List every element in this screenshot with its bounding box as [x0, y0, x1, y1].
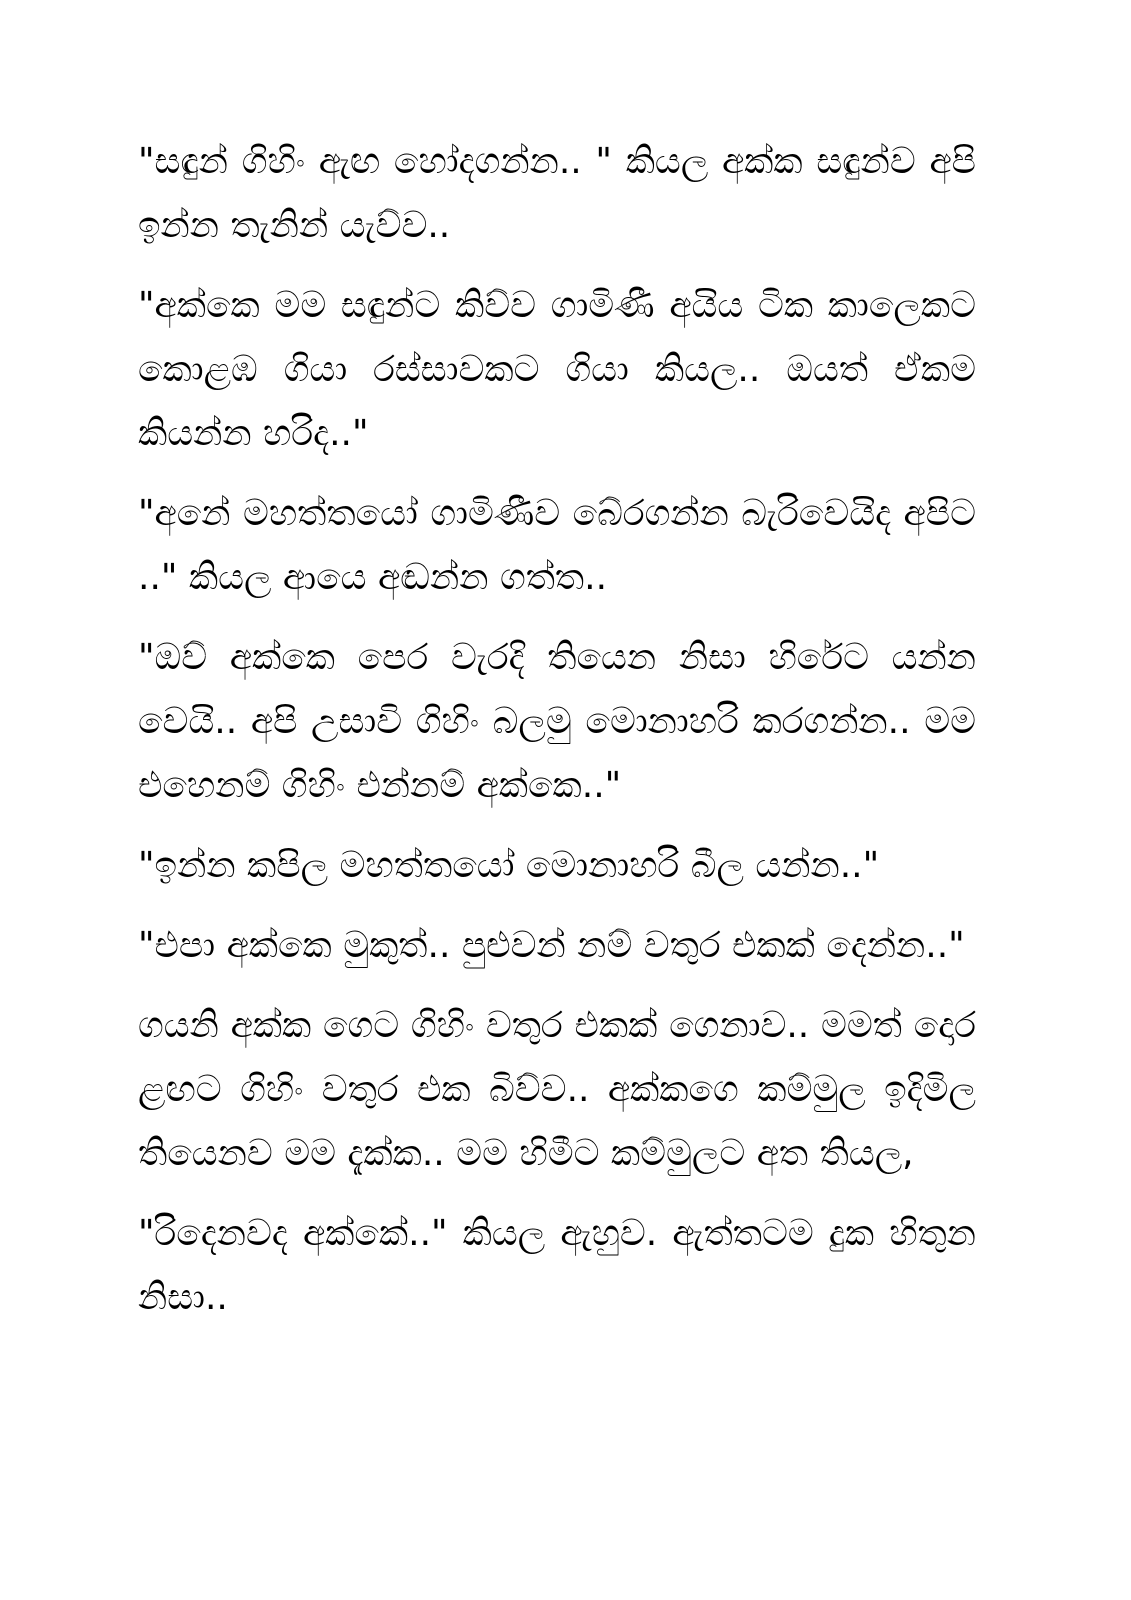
- paragraph: "ඉන්න කපිල මහත්තයෝ මොනාහරි බීල යන්න..": [138, 845, 880, 886]
- paragraph: "සඳුන් ගිහිං ඇඟ හෝදගන්න.. " කියල අක්ක සඳුන්ව අපි ඉන්න තැනින් යැව්ව..: [138, 141, 976, 246]
- paragraph: "අක්කෙ මම සඳුන්ට කිව්ව ගාමිණී අයිය ටික කාලෙකට කොළඹ ගියා රස්සාවකට ගියා කියල.. ඔයත් ඒකම කියන්න හරිද..": [138, 285, 976, 454]
- paragraph: "අනේ මහත්තයෝ ගාමිණීව බේරගන්න බැරිවෙයිද අපිට .." කියල ආයෙ අඬන්න ගත්ත..: [138, 493, 976, 598]
- paragraph: ගයනි අක්ක ගෙට ගිහිං වතුර එකක් ගෙනාව.. මමත් දොර ළඟට ගිහිං වතුර එක බිව්ව.. අක්කගෙ කම්මුල ඉදිමිල තියෙනව මම දැක්ක.. මම හිමීට කම්මුලට අත තියල,: [138, 1005, 976, 1174]
- body-text: [138, 130, 976, 1346]
- paragraph: "එපා අක්කෙ මුකුත්.. පුළුවන් නම් වතුර එකක් දෙන්න..": [138, 925, 965, 966]
- paragraph: "රිදෙනවද අක්කේ.." කියල ඇහුව. ඇත්තටම දුක හිතුන නිසා..: [138, 1213, 976, 1318]
- paragraph: "ඔව් අක්කෙ පෙර වැරදි තියෙන නිසා හිරේට යන්න වෙයි.. අපි උසාවි ගිහිං බලමු මොනාහරි කරගන්න.. මම එහෙනම් ගිහිං එන්නම් අක්කෙ..": [138, 637, 976, 806]
